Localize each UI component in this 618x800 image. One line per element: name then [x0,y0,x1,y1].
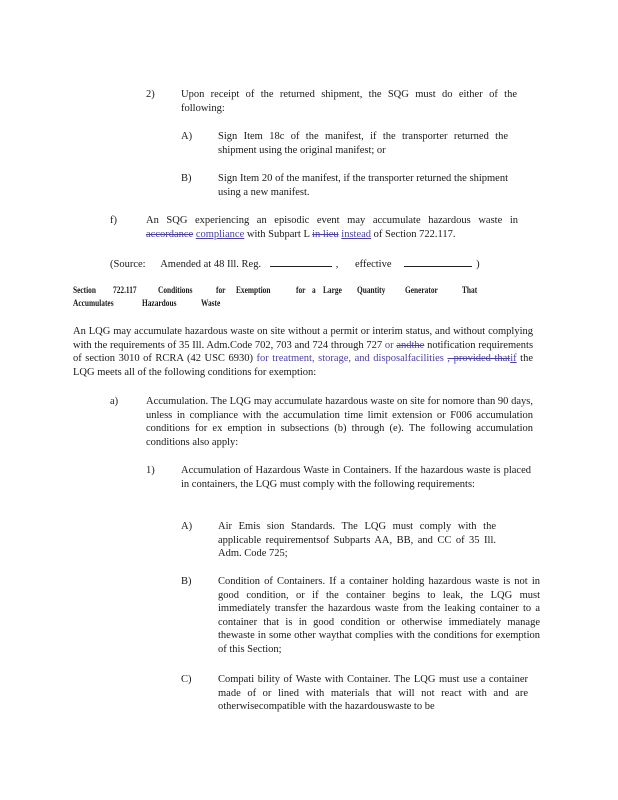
item-a1C-label: C) [181,674,192,685]
source-effective: effective [354,259,392,270]
inserted-text-compliance: compliance [195,228,245,240]
heading-word: Accumulates [73,298,114,308]
deleted-text-in-lieu: in lieu [312,228,339,240]
heading-word: 722.117 [113,285,137,295]
item-2b-text: Sign Item 20 of the manifest, if the transporter returned the shipment using a new manifest. [218,173,508,198]
item-a1-text: Accumulation of Hazardous Waste in Containers. If the hazardous waste is placed in containers, the LQG must comply with the following requirements: [181,465,531,490]
reg-blank [270,256,332,267]
item-f-text-pre: An SQG experiencing an episodic event may accumulate hazardous waste in [146,215,518,226]
heading-word: That [462,285,478,295]
intro-text-pre: An LQG may accumulate hazardous waste on site without a permit or interim status, and without complying with the requirements of 35 Ill. Adm.Code 702, 703 and 724 through 727 [73,326,533,351]
item-a1-label: 1) [146,465,155,476]
item-f-text [146,214,518,241]
item-2a-text: Sign Item 18c of the manifest, if the transporter returned the shipment using the original manifest; or [218,131,508,156]
item-f-text-post: of Section 722.117. [373,228,456,240]
item-a1B-text: Condition of Containers. If a container holding hazardous waste is not in good condition, or if the container begins to leak, the LQG must immediately transfer the hazardous waste from the leaking container to a container that is in good condition or otherwise immediately manage thewaste in some other waythat complies with the conditions for exemption of this Section; [218,576,540,655]
deleted-text-provided-that: , provided that [447,353,511,364]
heading-word: for [216,285,226,295]
deleted-text-and: and [396,339,412,351]
heading-word: a [312,285,316,295]
item-f-text-mid: with Subpart L [246,228,310,240]
heading-word: Quantity [357,285,386,295]
deleted-text-the: the [411,339,425,351]
source-text: Amended at 48 Ill. Reg. [160,259,262,270]
heading-word: Section [73,285,96,295]
item-f-label: f) [110,215,117,226]
item-a-text: Accumulation. The LQG may accumulate hazardous waste on site for nomore than 90 days, unless in compliance with the accumulation time limit extension or F006 accumulation conditions for ex emption in subsections (b) through (e). The following accumulation conditions also apply: [146,396,533,448]
inserted-text-or: or [384,339,394,351]
inserted-text-if: if [510,353,517,364]
item-2-text: Upon receipt of the returned shipment, the SQG must do either of the following: [181,89,517,114]
source-open: (Source: [110,259,146,270]
item-a1A-label: A) [181,521,193,532]
effective-blank [404,256,472,267]
item-a-label: a) [110,396,119,407]
inserted-text-facilities: for treatment, storage, and disposalfacilities [256,353,444,364]
intro-text-post: the LQG meets all of the following conditions for exemption: [73,353,533,378]
heading-word: Waste [201,298,221,308]
item-2b-label: B) [181,173,192,184]
heading-word: Conditions [158,285,193,295]
intro-text-mid: notification requirements of section 3010 of RCRA (42 USC 6930) [73,339,534,364]
heading-word: Exemption [236,285,271,295]
intro-paragraph [73,325,533,379]
source-note: (Source: Amended at 48 Ill. Reg. , effective ) [110,256,530,272]
item-2a-label: A) [181,131,193,142]
heading-word: for [296,285,306,295]
heading-word: Large [323,285,342,295]
item-a1B-label: B) [181,576,192,587]
source-close: ) [476,259,480,270]
item-a1A-text: Air Emis sion Standards. The LQG must comply with the applicable requirementsof Subparts AA, BB, and CC of 35 Ill. Adm. Code 725; [218,521,496,559]
inserted-text-instead: instead [341,228,372,240]
heading-word: Hazardous [142,298,177,308]
heading-word: Generator [405,285,438,295]
item-a1C-text: Compati bility of Waste with Container. The LQG must use a container made of or lined with materials that will not react with and are otherwisecompatible with the hazardouswaste to be [218,674,528,712]
item-2-label: 2) [146,89,155,100]
deleted-text-accordance: accordance [146,228,194,240]
